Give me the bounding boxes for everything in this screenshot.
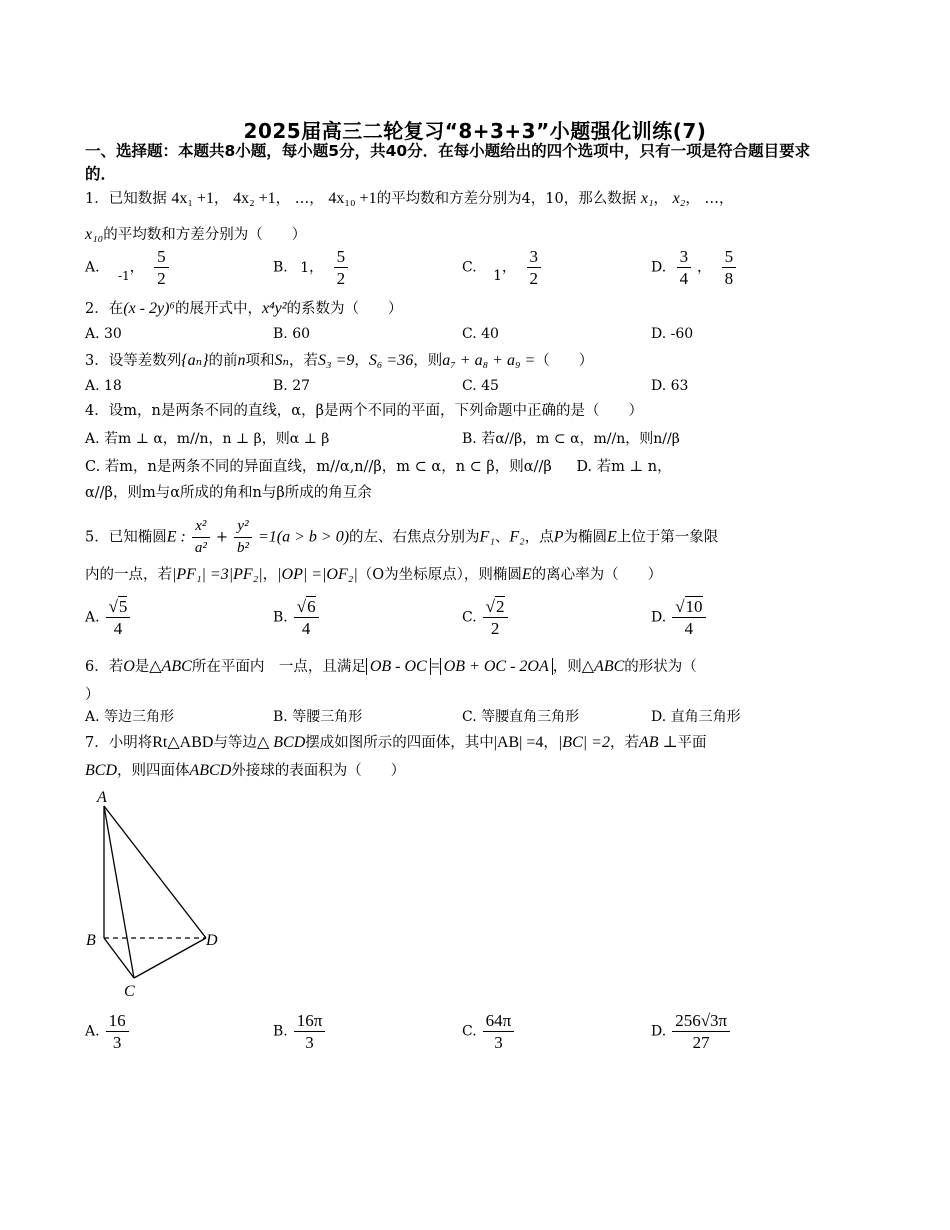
- option-a[interactable]: A. 等边三角形: [85, 709, 175, 725]
- option-d[interactable]: D. 直角三角形: [651, 709, 741, 725]
- fraction: $\frac{\text{x²}}{\text{a²}}$: [192, 516, 210, 559]
- math-expr: 4x₂ +1: [233, 190, 276, 207]
- math-expr: {aₙ}: [181, 352, 209, 369]
- math-expr: 4x₁ +1: [171, 190, 214, 207]
- option-a[interactable]: A. 若m ⊥ α，m//n，n ⊥ β，则α ⊥ β: [85, 431, 330, 447]
- edge-ac: [104, 806, 134, 978]
- math-expr: …: [704, 191, 719, 207]
- option-b[interactable]: B. $\frac{16\pi}{3}$: [273, 1010, 331, 1053]
- question-6: 6．若O是△ABC所在平面内 一点，且满足 OB - OC = OB + OC - 2OA ，则△ABC的形状为（: [85, 658, 697, 675]
- option-a[interactable]: A. $\frac{16}{3}$: [85, 1010, 135, 1053]
- option-c[interactable]: C. 45: [462, 378, 499, 394]
- math-expr: 4x₁₀ +1: [328, 190, 377, 207]
- option-d[interactable]: D. -60: [651, 326, 694, 342]
- question-text: 的平均数和方差分别为（ ）: [103, 227, 307, 243]
- option-c[interactable]: C. 1， $\frac{3}{2}$: [462, 246, 547, 289]
- option-a[interactable]: A. -1， $\frac{5}{2}$: [85, 246, 175, 289]
- option-b[interactable]: B. 27: [273, 378, 311, 394]
- option-b[interactable]: B. 1， $\frac{5}{2}$: [273, 246, 354, 289]
- option-c[interactable]: C. 40: [462, 326, 499, 342]
- option-a[interactable]: A. 30: [85, 326, 122, 342]
- question-1-line-2: [85, 224, 815, 246]
- question-5: 5．已知椭圆E : $\frac{\text{x²}}{\text{a²}}$ + $\frac{\text{y²}}{\text{b²}}$ =1(a > b > 0)的左、右焦点分别为F₁、F₂，点P为椭圆E上位于第一象限: [85, 516, 815, 559]
- fraction: $\frac{5}{8}$: [722, 246, 737, 289]
- question-text: 的平均数和方差分别为4，10，那么数据: [376, 191, 637, 207]
- question-4-option-d-line-2: α//β，则m与α所成的角和n与β所成的角互余: [85, 485, 372, 501]
- question-number: 1．: [85, 191, 109, 207]
- option-b[interactable]: B. 若α//β，m ⊂ α，m//n，则n//β: [462, 431, 680, 447]
- question-7: 7．小明将Rt△ABD与等边△ BCD摆成如图所示的四面体，其中|AB| =4，|BC| =2，若AB ⊥平面: [85, 734, 707, 751]
- math-expr: x₁₀: [85, 226, 104, 243]
- option-c[interactable]: C. 若m，n是两条不同的异面直线，m//α,n//β，m ⊂ α，n ⊂ β，则α//β: [85, 459, 552, 475]
- fraction: $\frac{5}{2}$: [154, 246, 169, 289]
- question-text: 已知数据: [108, 191, 167, 207]
- fraction: $\frac{3}{2}$: [527, 246, 542, 289]
- question-2: 2．在(x - 2y)⁶的展开式中，x⁴y²的系数为（ ）: [85, 300, 403, 317]
- math-expr: x₁: [640, 190, 654, 207]
- option-b[interactable]: B. 等腰三角形: [273, 709, 363, 725]
- math-expr: (x - 2y)⁶: [123, 300, 175, 317]
- question-1: 1．已知数据 4x₁ +1， 4x₂ +1， …， 4x₁₀ +1的平均数和方差分别为4，10，那么数据 x₁， x₂， …，: [85, 190, 734, 207]
- question-4-option-c-line: [85, 456, 815, 478]
- edge-bc: [104, 938, 134, 978]
- option-d[interactable]: D. $\frac{256√3\pi}{27}$: [651, 1010, 736, 1053]
- option-d[interactable]: D. $\frac{3}{4}$ ， $\frac{5}{8}$: [651, 246, 742, 289]
- vertex-label-a: A: [97, 789, 107, 806]
- vertex-label-d: D: [206, 932, 218, 949]
- vertex-label-c: C: [124, 983, 135, 1000]
- edge-cd: [134, 938, 206, 978]
- page-title: 2025届高三二轮复习“8+3+3”小题强化训练(7): [243, 119, 707, 143]
- option-a[interactable]: A. 18: [85, 378, 122, 394]
- question-4: 4．设m，n是两条不同的直线，α，β是两个不同的平面，下列命题中正确的是（ ）: [85, 403, 643, 419]
- option-d[interactable]: D. $\frac{√10}{4}$: [651, 596, 712, 639]
- option-d[interactable]: D. 若m ⊥ n，: [576, 459, 672, 475]
- fraction: $\frac{\text{y²}}{\text{b²}}$: [234, 516, 252, 559]
- math-expr: …: [294, 191, 310, 207]
- option-d[interactable]: D. 63: [651, 378, 689, 394]
- fraction: $\frac{5}{2}$: [334, 246, 349, 289]
- question-7-line-2: BCD，则四面体ABCD外接球的表面积为（ ）: [85, 762, 406, 779]
- math-expr: x⁴y²: [261, 300, 287, 317]
- question-5-line-2: 内的一点，若|PF₁| =3|PF₂|，|OP| =|OF₂|（O为坐标原点），则椭圆E的离心率为（ ）: [85, 566, 663, 583]
- question-6-line-2: ）: [85, 687, 100, 703]
- option-c[interactable]: C. 等腰直角三角形: [462, 709, 580, 725]
- option-c[interactable]: C. $\frac{√2}{2}$: [462, 596, 514, 639]
- option-a[interactable]: A. $\frac{√5}{4}$: [85, 596, 136, 639]
- option-b[interactable]: B. 60: [273, 326, 311, 342]
- option-c[interactable]: C. $\frac{64\pi}{3}$: [462, 1010, 520, 1053]
- tetrahedron-diagram: [80, 782, 240, 1002]
- option-b[interactable]: B. $\frac{√6}{4}$: [273, 596, 325, 639]
- fraction: $\frac{3}{4}$: [677, 246, 692, 289]
- edge-ad: [104, 806, 206, 938]
- math-expr: x₂: [672, 190, 686, 207]
- section-heading: 一、选择题：本题共8小题，每小题5分，共40分．在每小题给出的四个选项中，只有一项是符合题目要求的．: [85, 142, 811, 183]
- vertex-label-b: B: [86, 932, 96, 949]
- question-3: 3．设等差数列{aₙ}的前n项和Sₙ，若S₃ =9，S₆ =36，则a₇ + a₈ + a₉ =（ ）: [85, 352, 594, 369]
